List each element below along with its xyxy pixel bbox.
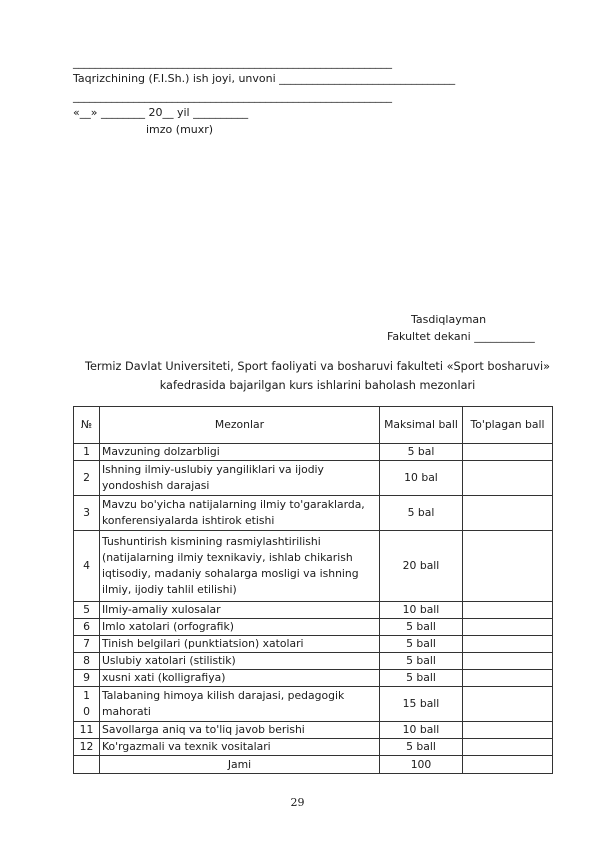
total-value: 100 [380, 756, 463, 774]
row-criterion: Imlo xatolari (orfografik) [100, 619, 380, 636]
row-number: 10 [74, 687, 100, 722]
row-number: 11 [74, 722, 100, 739]
row-max-score: 5 ball [380, 619, 463, 636]
row-earned-score[interactable] [463, 636, 553, 653]
row-max-score: 5 bal [380, 496, 463, 531]
row-criterion: Uslubiy xatolari (stilistik) [100, 653, 380, 670]
signature-caption: imzo (muxr) [146, 123, 214, 136]
blank-line-top: __________________________________________________________ [73, 56, 392, 69]
table-row [74, 496, 553, 531]
table-row [74, 687, 553, 722]
table-row [74, 739, 553, 756]
header-criteria: Mezonlar [100, 407, 380, 444]
table-row [74, 619, 553, 636]
total-label: Jami [100, 756, 380, 774]
dean-line: Fakultet dekani ___________ [387, 330, 535, 343]
table-header-row [74, 407, 553, 444]
row-max-score: 10 ball [380, 602, 463, 619]
date-line: «__» ________ 20__ yil __________ [73, 106, 249, 119]
row-earned-score[interactable] [463, 722, 553, 739]
row-max-score: 10 bal [380, 461, 463, 496]
row-max-score: 5 ball [380, 653, 463, 670]
document-title-line-2: kafedrasida bajarilgan kurs ishlarini baholash mezonlari [159, 379, 476, 392]
row-number: 4 [74, 531, 100, 602]
row-earned-score[interactable] [463, 461, 553, 496]
reviewer-line: Taqrizchining (F.I.Sh.) ish joyi, unvoni ________________________________ [73, 72, 456, 85]
row-max-score: 15 ball [380, 687, 463, 722]
row-number: 5 [74, 602, 100, 619]
blank-line-middle: __________________________________________________________ [73, 90, 392, 103]
row-criterion: Ishning ilmiy-uslubiy yangiliklari va ijodiy yondoshish darajasi [100, 461, 380, 496]
row-number: 3 [74, 496, 100, 531]
header-earned-score: To'plagan ball [463, 407, 553, 444]
row-earned-score[interactable] [463, 531, 553, 602]
page-number: 29 [290, 796, 305, 809]
row-earned-score[interactable] [463, 739, 553, 756]
row-max-score: 5 ball [380, 739, 463, 756]
row-earned-score[interactable] [463, 602, 553, 619]
row-number: 1 [74, 444, 100, 461]
row-criterion: xusni xati (kolligrafiya) [100, 670, 380, 687]
table-row [74, 461, 553, 496]
row-criterion: Tushuntirish kismining rasmiylashtirilishi (natijalarning ilmiy texnikaviy, ishlab chikarish iqtisodiy, madaniy sohalarga mosligi va ishning ilmiy, ijodiy tahlil etilishi) [100, 531, 380, 602]
row-earned-score[interactable] [463, 619, 553, 636]
row-criterion: Talabaning himoya kilish darajasi, pedagogik mahorati [100, 687, 380, 722]
row-earned-score[interactable] [463, 670, 553, 687]
row-earned-score[interactable] [463, 444, 553, 461]
document-title-line-1: Termiz Davlat Universiteti, Sport faoliyati va bosharuvi fakulteti «Sport bosharuvi» [84, 360, 551, 373]
row-criterion: Savollarga aniq va to'liq javob berishi [100, 722, 380, 739]
row-number: 9 [74, 670, 100, 687]
row-number: 6 [74, 619, 100, 636]
total-number-cell [74, 756, 100, 774]
row-criterion: Mavzuning dolzarbligi [100, 444, 380, 461]
table-row [74, 670, 553, 687]
row-max-score: 10 ball [380, 722, 463, 739]
row-earned-score[interactable] [463, 653, 553, 670]
row-earned-score[interactable] [463, 687, 553, 722]
row-number: 7 [74, 636, 100, 653]
table-row [74, 602, 553, 619]
row-earned-score[interactable] [463, 496, 553, 531]
row-criterion: Mavzu bo'yicha natijalarning ilmiy to'garaklarda, konferensiyalarda ishtirok etishi [100, 496, 380, 531]
row-max-score: 5 ball [380, 670, 463, 687]
row-max-score: 5 ball [380, 636, 463, 653]
table-row [74, 444, 553, 461]
table-total-row [74, 756, 553, 774]
criteria-table [73, 406, 553, 774]
table-row [74, 722, 553, 739]
row-criterion: Ko'rgazmali va texnik vositalari [100, 739, 380, 756]
header-max-score: Maksimal ball [380, 407, 463, 444]
row-number: 2 [74, 461, 100, 496]
row-max-score: 20 ball [380, 531, 463, 602]
row-number: 12 [74, 739, 100, 756]
row-criterion: Tinish belgilari (punktiatsion) xatolari [100, 636, 380, 653]
row-number: 8 [74, 653, 100, 670]
approval-title: Tasdiqlayman [411, 313, 487, 326]
row-criterion: Ilmiy-amaliy xulosalar [100, 602, 380, 619]
total-earned-cell[interactable] [463, 756, 553, 774]
table-row [74, 531, 553, 602]
row-max-score: 5 bal [380, 444, 463, 461]
header-number: № [74, 407, 100, 444]
table-row [74, 636, 553, 653]
table-row [74, 653, 553, 670]
